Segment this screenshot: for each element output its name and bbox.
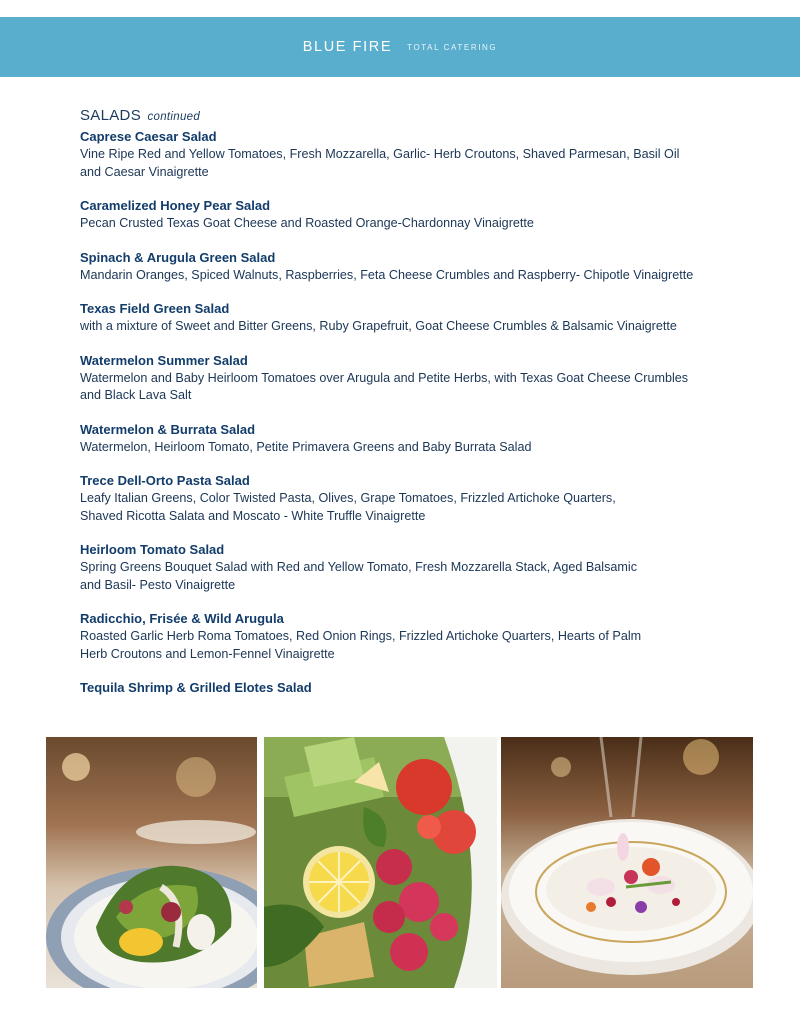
item-name: Caramelized Honey Pear Salad bbox=[80, 198, 271, 213]
item-name: Spinach & Arugula Green Salad bbox=[80, 249, 276, 265]
menu-item-radicchio-frisee bbox=[80, 610, 760, 663]
item-description bbox=[80, 439, 760, 457]
item-description bbox=[80, 318, 760, 336]
section-title bbox=[80, 107, 760, 124]
item-description-line: Herb Croutons and Lemon-Fennel Vinaigrette bbox=[80, 646, 335, 661]
menu-item-texas-field-green bbox=[80, 300, 760, 336]
menu-item-watermelon-burrata bbox=[80, 421, 760, 457]
item-description-line: and Caesar Vinaigrette bbox=[80, 164, 209, 179]
item-description-line: Leafy Italian Greens, Color Twisted Pasta, Olives, Grape Tomatoes, Frizzled Artichoke Quarters, bbox=[80, 491, 616, 505]
brand-tagline: TOTAL CATERING bbox=[407, 42, 498, 52]
item-description-line: and Black Lava Salt bbox=[80, 388, 192, 402]
item-description-line: and Basil- Pesto Vinaigrette bbox=[80, 577, 236, 592]
menu-item-caprese-caesar bbox=[80, 128, 760, 181]
item-description bbox=[80, 628, 760, 663]
item-description-line: Mandarin Oranges, Spiced Walnuts, Raspberries, Feta Cheese Crumbles and Raspberry- Chipotle Vinaigrette bbox=[80, 267, 694, 282]
item-description bbox=[80, 559, 760, 594]
section-subtitle: continued bbox=[147, 111, 201, 123]
menu-item-watermelon-summer bbox=[80, 352, 760, 405]
header-banner bbox=[0, 17, 800, 77]
item-name: Caprese Caesar Salad bbox=[80, 129, 217, 144]
item-description bbox=[80, 215, 760, 233]
photo-vegetable-platter bbox=[264, 737, 497, 988]
photo-salad-plate bbox=[46, 737, 257, 988]
item-name: Heirloom Tomato Salad bbox=[80, 542, 225, 557]
item-description bbox=[80, 490, 760, 525]
menu-item-spinach-arugula bbox=[80, 249, 760, 285]
brand-name: BLUE FIRE bbox=[302, 39, 393, 55]
item-description-line: Roasted Garlic Herb Roma Tomatoes, Red Onion Rings, Frizzled Artichoke Quarters, Hearts of Palm bbox=[80, 629, 642, 643]
item-name: Watermelon & Burrata Salad bbox=[80, 421, 256, 437]
item-description-line: Watermelon and Baby Heirloom Tomatoes over Arugula and Petite Herbs, with Texas Goat Cheese Crumbles bbox=[80, 370, 689, 385]
menu-item-honey-pear bbox=[80, 197, 760, 233]
item-description-line: Vine Ripe Red and Yellow Tomatoes, Fresh Mozzarella, Garlic- Herb Croutons, Shaved Parmesan, Basil Oil bbox=[80, 147, 680, 161]
item-description bbox=[80, 146, 760, 181]
item-description bbox=[80, 267, 760, 285]
item-name: Texas Field Green Salad bbox=[80, 301, 230, 316]
item-name: Watermelon Summer Salad bbox=[80, 352, 248, 368]
item-description-line: Pecan Crusted Texas Goat Cheese and Roasted Orange-Chardonnay Vinaigrette bbox=[80, 216, 534, 230]
item-name: Radicchio, Frisée & Wild Arugula bbox=[80, 611, 284, 626]
photo-strip bbox=[46, 737, 753, 988]
item-description-line: Shaved Ricotta Salata and Moscato - White Truffle Vinaigrette bbox=[80, 508, 426, 523]
menu-item-heirloom-tomato bbox=[80, 541, 760, 594]
item-description bbox=[80, 370, 760, 405]
item-description-line: Watermelon, Heirloom Tomato, Petite Primavera Greens and Baby Burrata Salad bbox=[80, 439, 532, 454]
photo-plated-dish bbox=[501, 737, 753, 988]
item-description-line: with a mixture of Sweet and Bitter Greens, Ruby Grapefruit, Goat Cheese Crumbles & Balsamic Vinaigrette bbox=[80, 319, 677, 333]
item-description-line: Spring Greens Bouquet Salad with Red and Yellow Tomato, Fresh Mozzarella Stack, Aged Balsamic bbox=[80, 560, 637, 574]
menu-item-tequila-shrimp bbox=[80, 679, 760, 697]
section-title-text: SALADS bbox=[80, 107, 141, 124]
menu-content bbox=[80, 107, 760, 713]
menu-item-pasta-salad bbox=[80, 472, 760, 525]
item-name: Tequila Shrimp & Grilled Elotes Salad bbox=[80, 680, 312, 695]
item-name: Trece Dell-Orto Pasta Salad bbox=[80, 473, 250, 488]
